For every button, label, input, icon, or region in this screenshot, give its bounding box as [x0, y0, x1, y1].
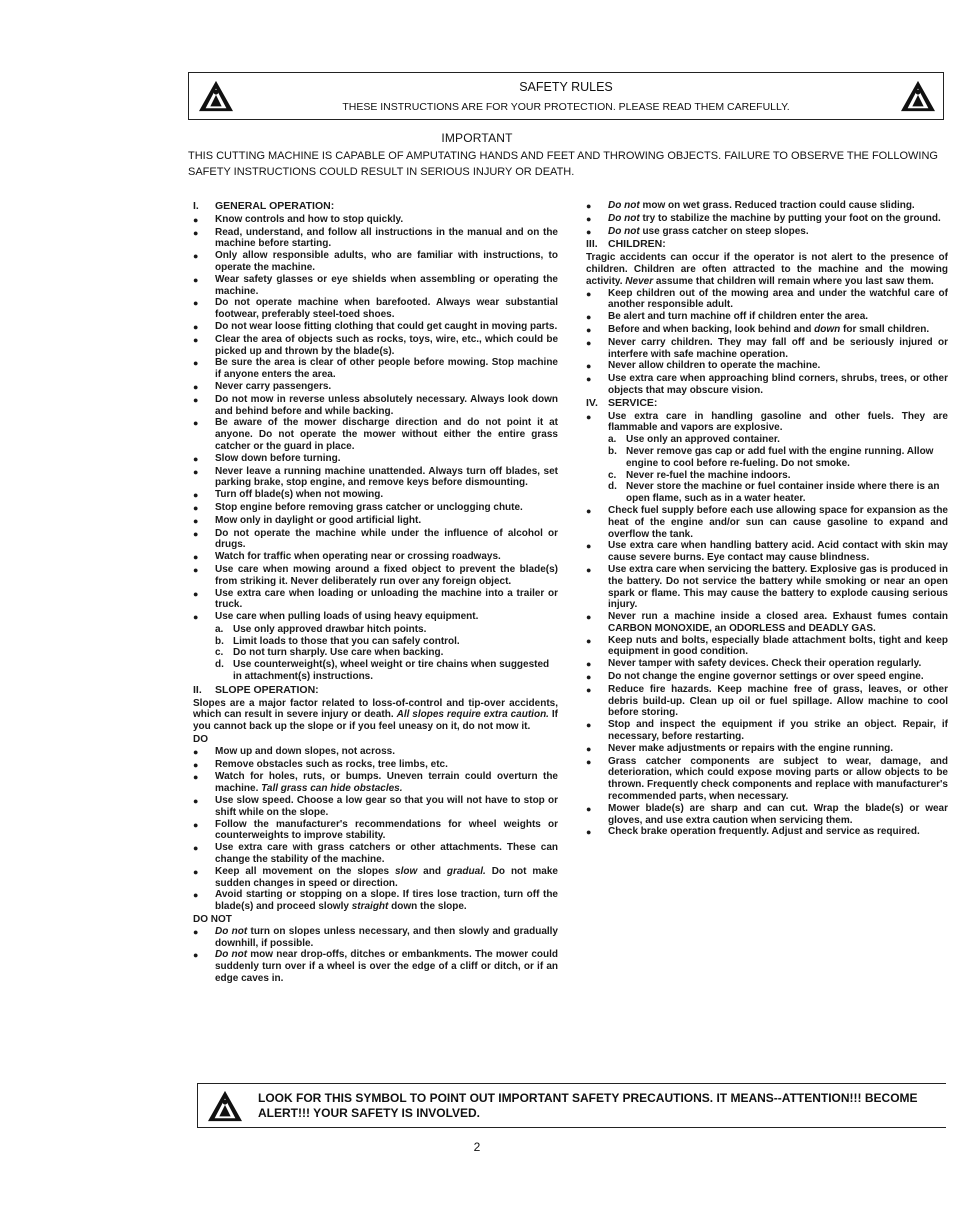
bullet-icon: ●: [586, 201, 592, 211]
bullet-icon: ●: [193, 214, 199, 225]
list-item: ● Be sure the area is clear of other people before mowing. Stop machine if anyone enters the area.: [193, 357, 558, 381]
sub-item: b. Limit loads to those that you can safely control.: [215, 635, 460, 647]
list-item: ● Stop and inspect the equipment if you strike an object. Repair, if necessary, before restarting.: [586, 719, 948, 743]
list-item: ● Wear safety glasses or eye shields when assembling or operating the machine.: [193, 273, 558, 297]
bullet-icon: ●: [586, 564, 592, 575]
list-item: ● Never carry children. They may fall off and be seriously injured or interfere with safe machine operation.: [586, 336, 948, 360]
bullet-icon: ●: [193, 515, 199, 526]
bullet-icon: ●: [586, 324, 592, 335]
list-item: ● Mow up and down slopes, not across.: [193, 745, 396, 757]
bullet-icon: ●: [193, 490, 199, 501]
list-item: ● Do not mow in reverse unless absolutely necessary. Always look down and behind before and while backing.: [193, 393, 558, 417]
bullet-icon: ●: [193, 612, 199, 623]
bullet-icon: ●: [193, 321, 199, 332]
bullet-icon: ●: [193, 381, 199, 392]
bullet-icon: ●: [193, 819, 199, 830]
list-item: ● Never run a machine inside a closed area. Exhaust fumes contain CARBON MONOXIDE, an ODORLESS and DEADLY GAS.: [586, 611, 948, 634]
list-item: ● Know controls and how to stop quickly.: [193, 213, 404, 225]
bullet-icon: ●: [193, 334, 199, 345]
bullet-icon: ●: [193, 746, 199, 757]
bullet-icon: ●: [193, 552, 199, 563]
bullet-icon: ●: [193, 394, 199, 405]
list-item: ● Do not wear loose fitting clothing that could get caught in moving parts.: [193, 320, 558, 332]
bullet-icon: ●: [586, 743, 592, 754]
list-item: ● Mow only in daylight or good artificial light.: [193, 514, 422, 526]
section-heading: III. CHILDREN:: [586, 238, 666, 251]
list-item: ● Do not try to stabilize the machine by putting your foot on the ground.: [586, 212, 941, 224]
section-heading: I. GENERAL OPERATION:: [193, 200, 335, 212]
header-subtitle: THESE INSTRUCTIONS ARE FOR YOUR PROTECTION. PLEASE READ THEM CAREFULLY.: [342, 101, 790, 113]
sub-item: c. Do not turn sharply. Use care when backing.: [215, 647, 444, 659]
bullet-icon: ●: [586, 541, 592, 552]
left-column: [193, 200, 558, 985]
sub-item: c. Never re-fuel the machine indoors.: [608, 469, 791, 481]
bullet-icon: ●: [586, 635, 592, 646]
bullet-icon: ●: [586, 612, 592, 623]
list-item: ● Clear the area of objects such as rocks, toys, wire, etc., which could be picked up and thrown by the blade(s).: [193, 333, 558, 357]
bullet-icon: ●: [193, 502, 199, 513]
list-item: ● Never tamper with safety devices. Check their operation regularly.: [586, 658, 922, 670]
bullet-icon: ●: [193, 926, 199, 937]
list-item: ● Do not turn on slopes unless necessary, and then slowly and gradually downhill, if possible.: [193, 925, 558, 949]
bullet-icon: ●: [193, 564, 199, 575]
list-item: ● Use extra care when loading or unloading the machine into a trailer or truck.: [193, 587, 558, 611]
section-heading: II. SLOPE OPERATION:: [193, 683, 319, 696]
bullet-icon: ●: [586, 756, 592, 767]
list-item: ● Before and when backing, look behind and down for small children.: [586, 323, 930, 335]
sub-item: a. Use only approved drawbar hitch points.: [215, 623, 427, 635]
bullet-icon: ●: [586, 374, 592, 385]
page-number: 2: [473, 1140, 481, 1154]
right-column: [586, 200, 948, 839]
bullet-icon: ●: [586, 827, 592, 838]
sub-item: d. Never store the machine or fuel container inside where there is an open flame, such as in a water heater.: [608, 481, 940, 505]
warning-triangle-icon: [899, 79, 937, 113]
list-item: ● Use extra care in handling gasoline and other fuels. They are flammable and vapors are explosive.: [586, 410, 948, 434]
bullet-icon: ●: [193, 759, 199, 770]
sub-item: b. Never remove gas cap or add fuel with the engine running. Allow engine to cool before re-fueling. Do not smoke.: [608, 445, 934, 469]
bullet-icon: ●: [193, 418, 199, 429]
section-heading: IV. SERVICE:: [586, 396, 658, 409]
list-item: ● Do not change the engine governor settings or over speed engine.: [586, 671, 924, 683]
list-item: ● Stop engine before removing grass catcher or unclogging chute.: [193, 501, 523, 513]
important-title: IMPORTANT: [441, 131, 513, 145]
important-warning-text: THIS CUTTING MACHINE IS CAPABLE OF AMPUTATING HANDS AND FEET AND THROWING OBJECTS. FAILURE TO OBSERVE THE FOLLOWING SAFETY INSTRUCTIONS COULD RESULT IN SERIOUS INJURY OR DEATH.: [188, 150, 938, 178]
bullet-icon: ●: [586, 659, 592, 670]
sub-item: a. Use only an approved container.: [608, 434, 780, 446]
list-item: ● Only allow responsible adults, who are familiar with instructions, to operate the machine.: [193, 250, 558, 273]
list-item: ● Use extra care when approaching blind corners, shrubs, trees, or other objects that may obscure vision.: [586, 373, 948, 396]
list-item: ● Keep all movement on the slopes slow and gradual. Do not make sudden changes in speed or direction.: [193, 865, 558, 889]
bullet-icon: ●: [586, 411, 592, 422]
list-item: ● Be aware of the mower discharge direction and do not point it at anyone. Do not operate the mower without either the entire grass catcher or the guard in place.: [193, 417, 558, 452]
list-item: ● Never allow children to operate the machine.: [586, 360, 821, 372]
bullet-icon: ●: [586, 337, 592, 348]
list-item: ● Do not operate machine when barefooted. Always wear substantial footwear, preferably steel-toed shoes.: [193, 297, 558, 321]
bullet-icon: ●: [193, 227, 199, 238]
list-item: ● Use extra care when handling battery acid. Acid contact with skin may cause severe burns. Eye contact may cause blindness.: [586, 540, 948, 564]
list-item: ● Reduce fire hazards. Keep machine free of grass, leaves, or other debris build-up. Clean up oil or fuel spillage. Allow machine to cool before storing.: [586, 683, 948, 719]
bullet-icon: ●: [193, 890, 199, 901]
bullet-icon: ●: [586, 312, 592, 323]
list-item: ● Mower blade(s) are sharp and can cut. Wrap the blade(s) or wear gloves, and use extra caution when servicing them.: [586, 802, 948, 826]
bullet-icon: ●: [193, 358, 199, 369]
list-item: ● Slow down before turning.: [193, 452, 341, 464]
warning-triangle-icon: [206, 1089, 244, 1123]
bullet-icon: ●: [193, 528, 199, 539]
bullet-icon: ●: [193, 950, 199, 961]
bullet-icon: ●: [193, 466, 199, 477]
list-item: ● Do not use grass catcher on steep slopes.: [586, 225, 809, 237]
bullet-icon: ●: [586, 226, 592, 237]
bullet-icon: ●: [193, 453, 199, 464]
list-item: ● Never carry passengers.: [193, 380, 332, 392]
bullet-icon: ●: [586, 361, 592, 372]
list-item: ● Follow the manufacturer's recommendations for wheel weights or counterweights to improve stability.: [193, 818, 558, 842]
bullet-icon: ●: [586, 720, 592, 731]
list-item: ● Use extra care with grass catchers or other attachments. These can change the stability of the machine.: [193, 842, 558, 866]
list-item: ● Check fuel supply before each use allowing space for expansion as the heat of the engine and/or sun can cause gasoline to expand and overflow the tank.: [586, 504, 948, 540]
slope-intro: Slopes are a major factor related to loss-of-control and tip-over accidents, which can result in severe injury or death. All slopes require extra caution. If you cannot back up the slope or if you feel uneasy on it, do not mow it.: [193, 697, 559, 733]
bullet-icon: ●: [193, 772, 199, 783]
list-item: ● Keep nuts and bolts, especially blade attachment bolts, tight and keep equipment in good condition.: [586, 634, 948, 658]
list-item: ● Watch for traffic when operating near or crossing roadways.: [193, 551, 501, 563]
list-item: ● Avoid starting or stopping on a slope. If tires lose traction, turn off the blade(s) and proceed slowly straight down the slope.: [193, 889, 558, 913]
list-item: ● Do not operate the machine while under the influence of alcohol or drugs.: [193, 527, 558, 551]
list-item: ● Never make adjustments or repairs with the engine running.: [586, 742, 894, 754]
do-label: DO: [193, 734, 208, 746]
list-item: ● Keep children out of the mowing area and under the watchful care of another responsible adult.: [586, 287, 948, 311]
list-item: ● Turn off blade(s) when not mowing.: [193, 489, 384, 501]
list-item: ● Never leave a running machine unattended. Always turn off blades, set parking brake, stop engine, and remove keys before dismounting.: [193, 465, 558, 489]
list-item: ● Check brake operation frequently. Adjust and service as required.: [586, 826, 920, 838]
bullet-icon: ●: [193, 298, 199, 309]
list-item: ● Use care when mowing around a fixed object to prevent the blade(s) from striking it. Never deliberately run over any foreign object.: [193, 563, 558, 587]
bullet-icon: ●: [193, 843, 199, 854]
sub-item: d. Use counterweight(s), wheel weight or tire chains when suggested in attachment(s) instructions.: [215, 659, 550, 683]
bullet-icon: ●: [193, 274, 199, 285]
header-title: SAFETY RULES: [519, 80, 613, 94]
bullet-icon: ●: [586, 672, 592, 683]
bullet-icon: ●: [586, 213, 592, 224]
safety-rules-header: [188, 72, 944, 120]
list-item: ● Do not mow on wet grass. Reduced traction could cause sliding.: [586, 200, 915, 211]
bullet-icon: ●: [193, 866, 199, 877]
bullet-icon: ●: [193, 796, 199, 807]
list-item: ● Grass catcher components are subject to wear, damage, and deterioration, which could expose moving parts or allow objects to be thrown. Frequently check components and replace with manufacturer's recommended parts, when necessary.: [586, 755, 948, 803]
bullet-icon: ●: [586, 684, 592, 695]
do-not-label: DO NOT: [193, 914, 232, 926]
list-item: ● Use slow speed. Choose a low gear so that you will not have to stop or shift while on the slope.: [193, 795, 558, 818]
children-intro: Tragic accidents can occur if the operator is not alert to the presence of children. Children are often attracted to the machine and the mowing activity. Never assume that children will remain where you last saw them.: [586, 252, 948, 287]
footer-attention-text: LOOK FOR THIS SYMBOL TO POINT OUT IMPORTANT SAFETY PRECAUTIONS. IT MEANS--ATTENTION!!! BECOME ALERT!!! YOUR SAFETY IS INVOLVED.: [258, 1091, 918, 1120]
bullet-icon: ●: [193, 588, 199, 599]
list-item: ● Remove obstacles such as rocks, tree limbs, etc.: [193, 758, 448, 770]
list-item: ● Be alert and turn machine off if children enter the area.: [586, 311, 869, 323]
bullet-icon: ●: [586, 288, 592, 299]
bullet-icon: ●: [586, 505, 592, 516]
list-item: ● Use care when pulling loads of using heavy equipment.: [193, 611, 479, 623]
list-item: ● Use extra care when servicing the battery. Explosive gas is produced in the battery. Do not service the battery while smoking or near an open spark or flame. This may cause the battery to explode causing serious injury.: [586, 563, 948, 611]
list-item: ● Read, understand, and follow all instructions in the manual and on the machine before starting.: [193, 226, 558, 250]
bullet-icon: ●: [586, 803, 592, 814]
bullet-icon: ●: [193, 251, 199, 262]
attention-footer: [197, 1083, 946, 1128]
list-item: ● Watch for holes, ruts, or bumps. Uneven terrain could overturn the machine. Tall grass can hide obstacles.: [193, 771, 558, 795]
list-item: ● Do not mow near drop-offs, ditches or embankments. The mower could suddenly turn over if a wheel is over the edge of a cliff or ditch, or if an edge caves in.: [193, 949, 558, 984]
